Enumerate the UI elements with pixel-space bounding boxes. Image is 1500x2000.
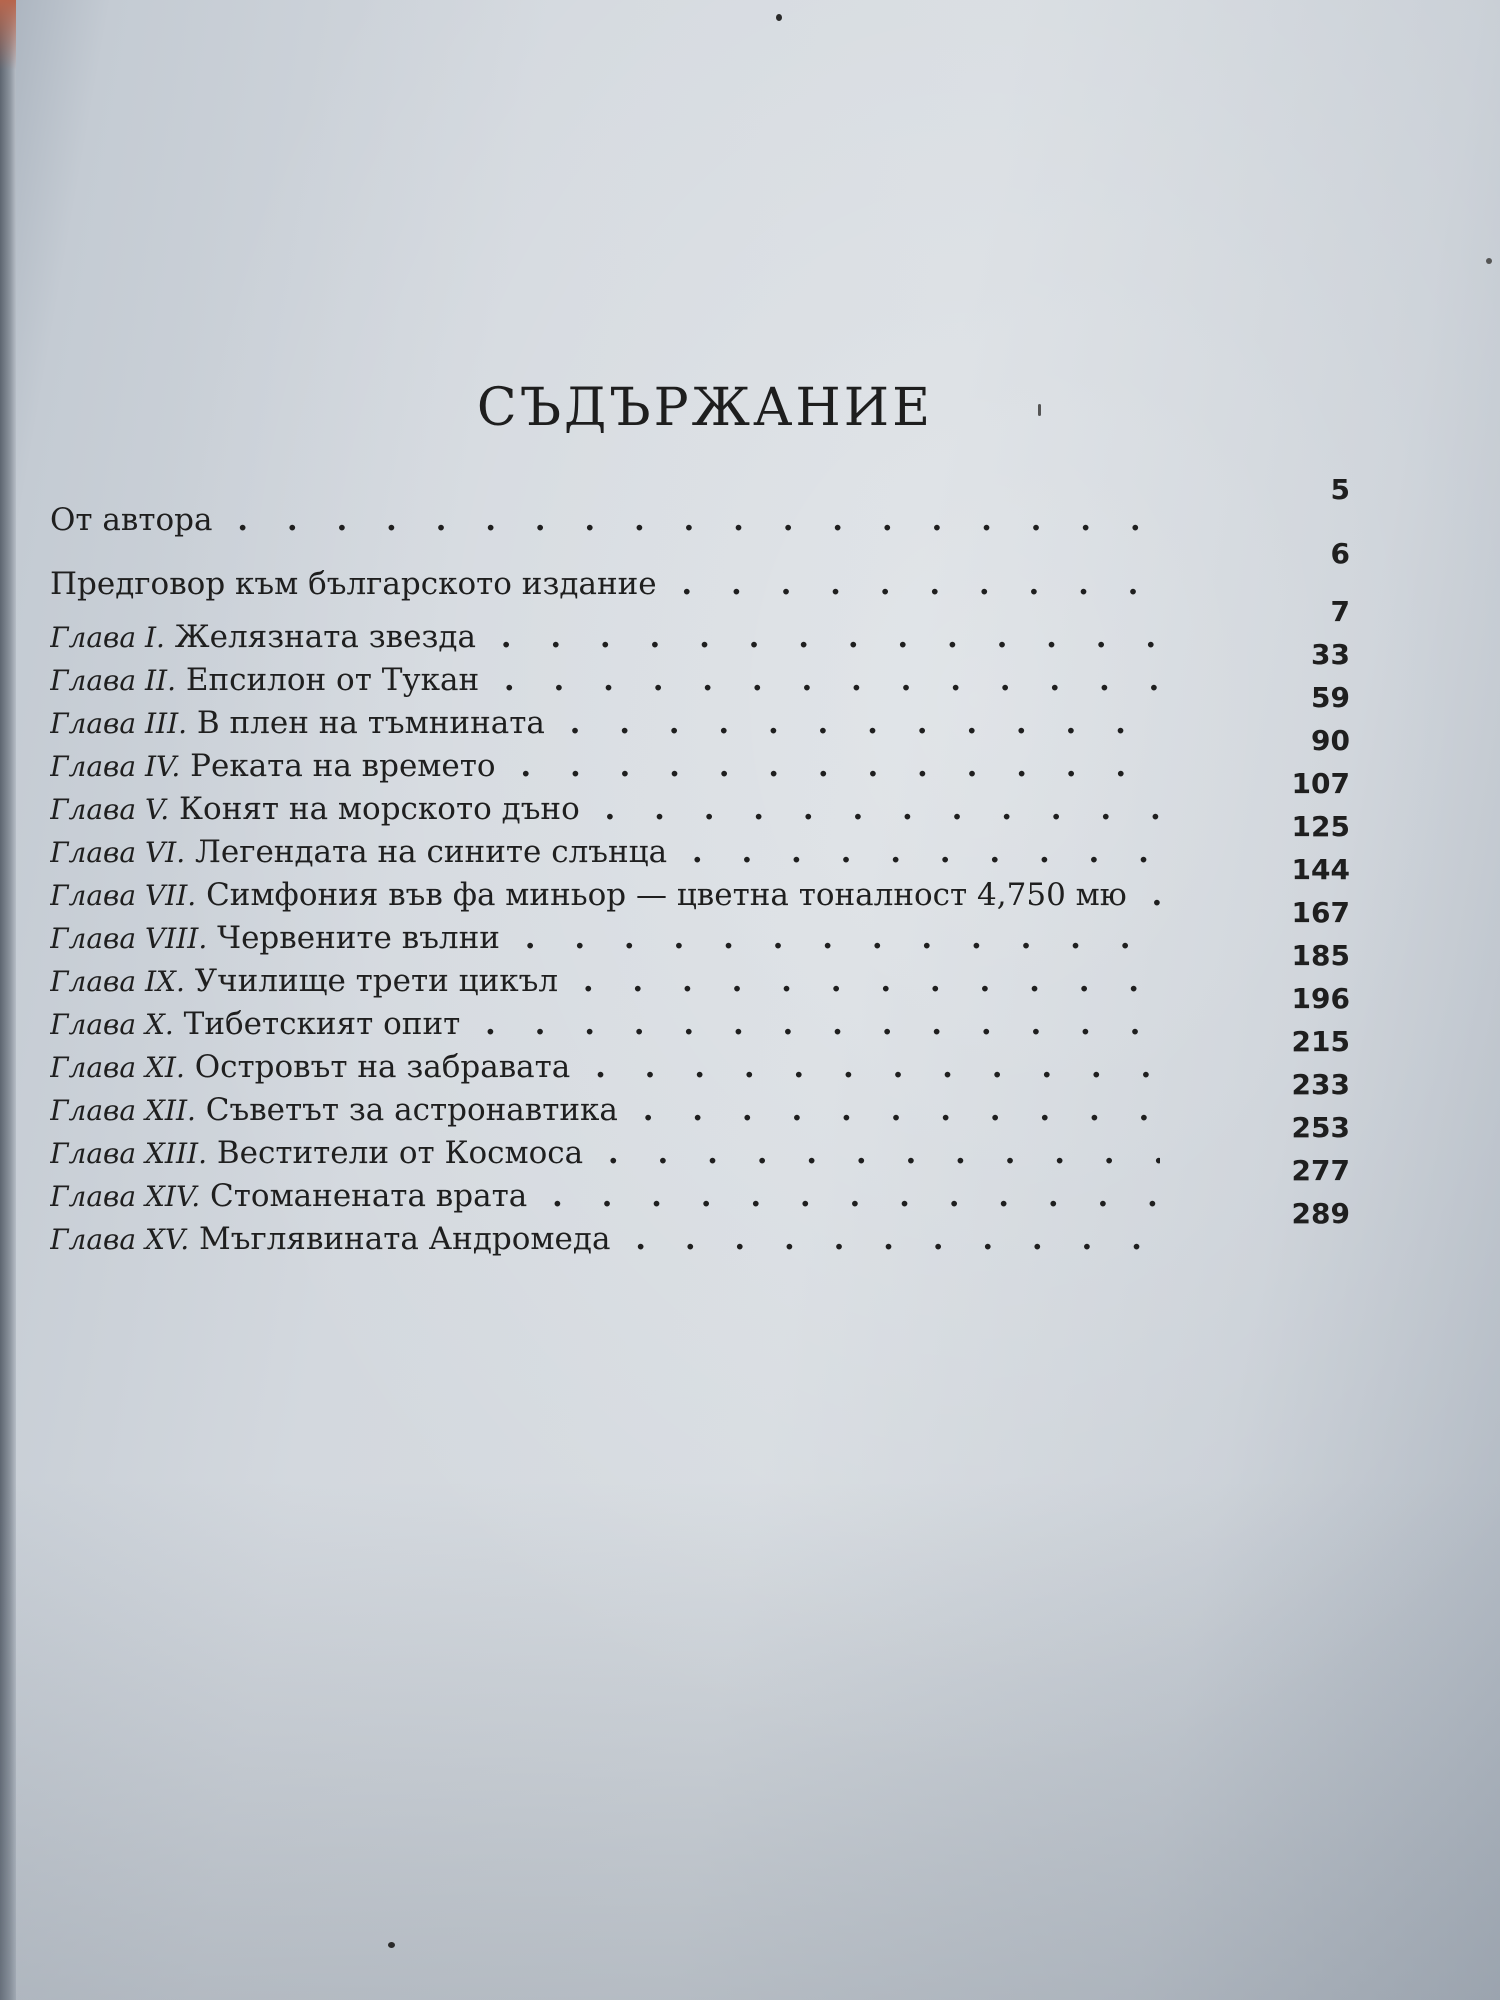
toc-entry-label — [50, 745, 1160, 788]
toc-page-number: 289 — [1291, 1197, 1350, 1230]
chapter-prefix: Глава II. — [50, 664, 176, 697]
toc-page-number: 90 — [1311, 724, 1350, 757]
toc-entry-chapter — [50, 810, 1350, 874]
toc-entry-front-matter — [50, 473, 1350, 552]
chapter-title: Легендата на сините слънца — [195, 834, 668, 870]
ink-speck — [388, 1942, 395, 1948]
chapter-prefix: Глава XV. — [50, 1223, 190, 1256]
toc-entry-chapter — [50, 939, 1350, 1003]
toc-entry-chapter — [50, 1111, 1350, 1175]
chapter-prefix: Глава III. — [50, 707, 188, 740]
toc-entry-chapter — [50, 638, 1350, 702]
toc-entry-chapter — [50, 724, 1350, 788]
toc-entry-label — [50, 960, 1160, 1003]
chapter-prefix: Глава IV. — [50, 750, 181, 783]
chapter-prefix: Глава V. — [50, 793, 170, 826]
toc-page-number: 59 — [1311, 681, 1350, 714]
toc-entry-front-matter — [50, 537, 1350, 616]
ink-speck — [1486, 258, 1492, 264]
toc-page-number: 167 — [1291, 896, 1350, 929]
toc-page-number: 215 — [1291, 1025, 1350, 1058]
chapter-title: Симфония във фа миньор — цветна тоналност 4,750 мю — [206, 877, 1127, 913]
toc-page-number: 144 — [1291, 853, 1350, 886]
toc-page-number: 277 — [1291, 1154, 1350, 1187]
toc-page-number: 107 — [1291, 767, 1350, 800]
toc-entry-label — [50, 1218, 1160, 1261]
toc-entry-label — [50, 917, 1160, 960]
toc-entry-label — [50, 702, 1160, 745]
toc-page-number: 6 — [1330, 537, 1350, 570]
toc-entry-label — [50, 1003, 1160, 1046]
toc-entry-label — [50, 831, 1160, 874]
toc-page-number: 7 — [1330, 595, 1350, 628]
chapter-prefix: Глава VIII. — [50, 922, 208, 955]
toc-entry-chapter — [50, 1025, 1350, 1089]
toc-page-number: 253 — [1291, 1111, 1350, 1144]
toc-entry-label — [50, 1046, 1160, 1089]
toc-page-number: 185 — [1291, 939, 1350, 972]
chapter-title: Стоманената врата — [210, 1178, 528, 1214]
chapter-prefix: Глава XI. — [50, 1051, 185, 1084]
toc-entry-chapter — [50, 853, 1350, 917]
toc-entry-chapter — [50, 681, 1350, 745]
chapter-title: Епсилон от Тукан — [185, 662, 480, 698]
toc-entry-label — [50, 616, 1160, 659]
toc-page-number: 33 — [1311, 638, 1350, 671]
toc-entry-label — [50, 1132, 1160, 1175]
toc-entry-chapter — [50, 896, 1350, 960]
toc-page-number: 196 — [1291, 982, 1350, 1015]
chapter-prefix: Глава XIII. — [50, 1137, 207, 1170]
page-shadow — [0, 1480, 1500, 2000]
toc-page-number: 125 — [1291, 810, 1350, 843]
ink-speck — [776, 14, 782, 21]
toc-entry-chapter — [50, 982, 1350, 1046]
toc-entry-label — [50, 1089, 1160, 1132]
spine-tint — [0, 0, 16, 70]
chapter-list — [50, 595, 1350, 1261]
toc-entry-chapter — [50, 1154, 1350, 1218]
toc-entry-label — [50, 874, 1160, 917]
table-of-contents — [50, 473, 1350, 1261]
chapter-title: Тибетският опит — [183, 1006, 461, 1042]
chapter-title: Островът на забравата — [194, 1049, 571, 1085]
page-title: СЪДЪРЖАНИЕ — [476, 378, 934, 438]
chapter-prefix: Глава X. — [50, 1008, 174, 1041]
chapter-title: В плен на тъмнината — [196, 705, 545, 741]
toc-entry-label — [50, 1175, 1160, 1218]
toc-entry-label: От автора . . . — [50, 488, 1160, 552]
chapter-title: Съветът за астронавтика — [205, 1092, 618, 1128]
toc-entry-chapter — [50, 1068, 1350, 1132]
chapter-title: Вестители от Космоса — [216, 1135, 584, 1171]
chapter-prefix: Глава IX. — [50, 965, 185, 998]
chapter-title: Реката на времето — [190, 748, 496, 784]
chapter-title: Конят на морското дъно — [179, 791, 580, 827]
toc-entry-label: Предговор към българското издание . . . — [50, 552, 1160, 616]
chapter-title: Училище трети цикъл — [194, 963, 559, 999]
toc-page-number: 5 — [1330, 473, 1350, 506]
toc-entry-chapter — [50, 1197, 1350, 1261]
chapter-prefix: Глава VI. — [50, 836, 186, 869]
toc-entry-label — [50, 659, 1160, 702]
chapter-title: Червените вълни — [217, 920, 500, 956]
chapter-prefix: Глава XII. — [50, 1094, 196, 1127]
chapter-title: Мъглявината Андромеда — [198, 1221, 611, 1257]
toc-entry-chapter — [50, 767, 1350, 831]
toc-page-number: 233 — [1291, 1068, 1350, 1101]
chapter-prefix: Глава VII. — [50, 879, 197, 912]
chapter-prefix: Глава XIV. — [50, 1180, 201, 1213]
chapter-title: Желязната звезда — [174, 619, 476, 655]
chapter-prefix: Глава I. — [50, 621, 165, 654]
toc-entry-chapter — [50, 595, 1350, 659]
toc-entry-label — [50, 788, 1160, 831]
